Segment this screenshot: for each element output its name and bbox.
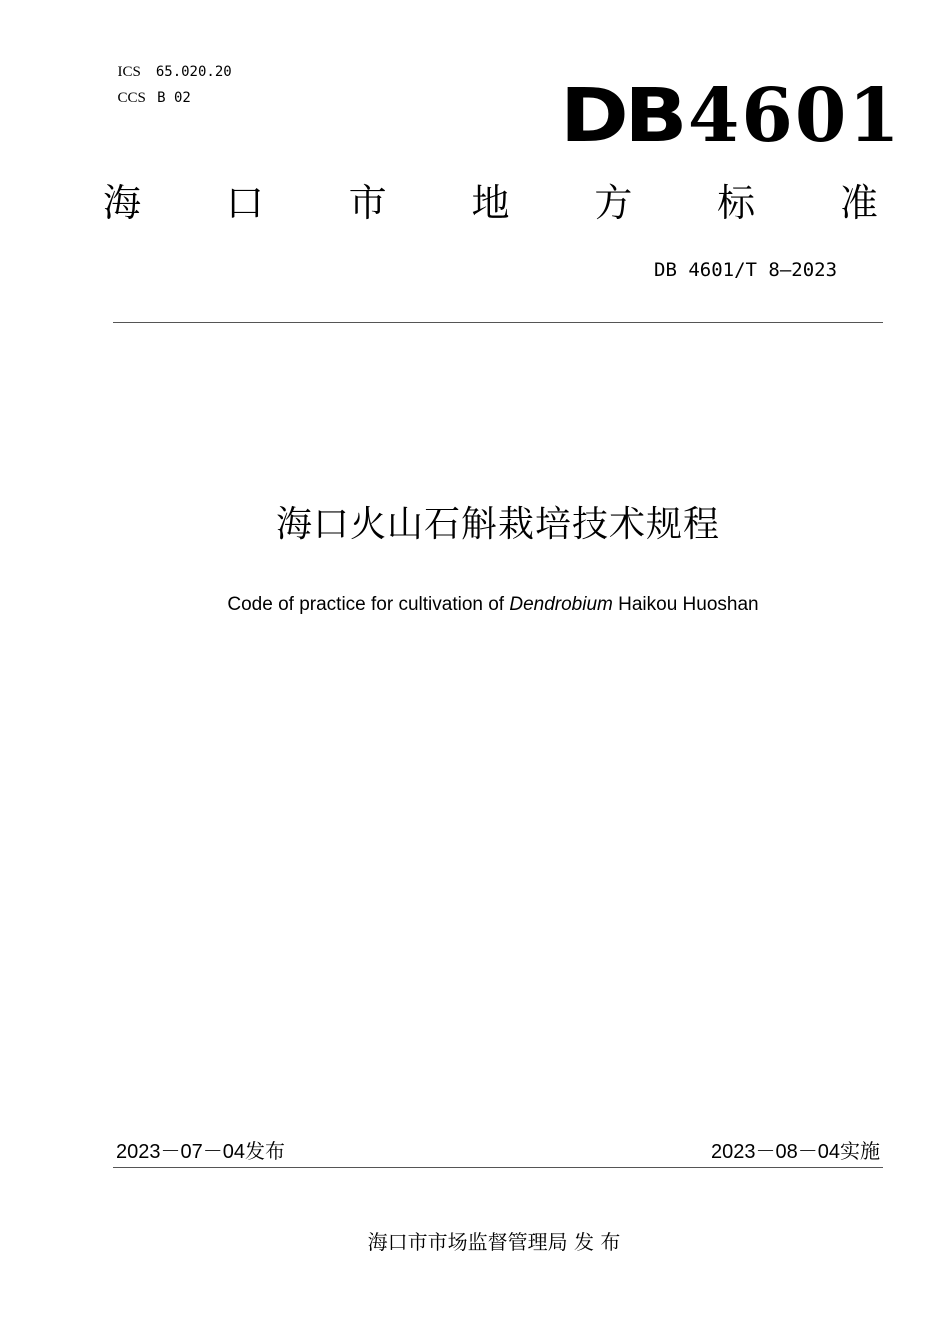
standard-type-char: 地 xyxy=(471,181,510,225)
issue-date-line xyxy=(116,1138,285,1165)
standard-type-char: 海 xyxy=(103,181,142,225)
issue-label: 发布 xyxy=(244,1139,285,1163)
ccs-line xyxy=(110,71,191,107)
standard-type-char: 市 xyxy=(348,181,387,225)
standard-type-char: 口 xyxy=(225,181,264,225)
document-title: 海口火山石斛栽培技术规程 xyxy=(275,504,720,545)
document-subtitle xyxy=(0,592,950,618)
ics-value: 65.020.20 xyxy=(155,64,232,80)
logo-code: 4601 xyxy=(687,73,902,159)
logo-prefix: DB xyxy=(560,73,684,159)
bottom-divider xyxy=(113,1167,883,1168)
implement-date: 2023－08－04 xyxy=(711,1141,840,1163)
standard-number: DB 4601/T 8—2023 xyxy=(654,259,838,281)
publisher-action: 发 布 xyxy=(574,1230,621,1254)
standard-type-heading xyxy=(103,178,878,228)
subtitle-text: Code of practice for cultivation of xyxy=(227,594,510,615)
implement-date-line xyxy=(711,1138,880,1165)
ics-label: ICS xyxy=(117,64,141,80)
ccs-value: B 02 xyxy=(157,90,191,106)
standard-type-char: 标 xyxy=(717,181,756,225)
publisher-line xyxy=(0,1228,950,1256)
issue-date: 2023－07－04 xyxy=(116,1141,245,1163)
standard-type-char: 方 xyxy=(594,181,633,225)
standard-type-char: 准 xyxy=(839,181,878,225)
ccs-label: CCS xyxy=(117,90,146,106)
publisher-name: 海口市市场监督管理局 xyxy=(367,1230,568,1254)
top-divider xyxy=(113,322,883,323)
implement-label: 实施 xyxy=(840,1139,880,1163)
db-logo xyxy=(560,73,902,159)
subtitle-text: Haikou Huoshan xyxy=(612,594,759,615)
subtitle-italic-term: Dendrobium xyxy=(509,594,613,615)
